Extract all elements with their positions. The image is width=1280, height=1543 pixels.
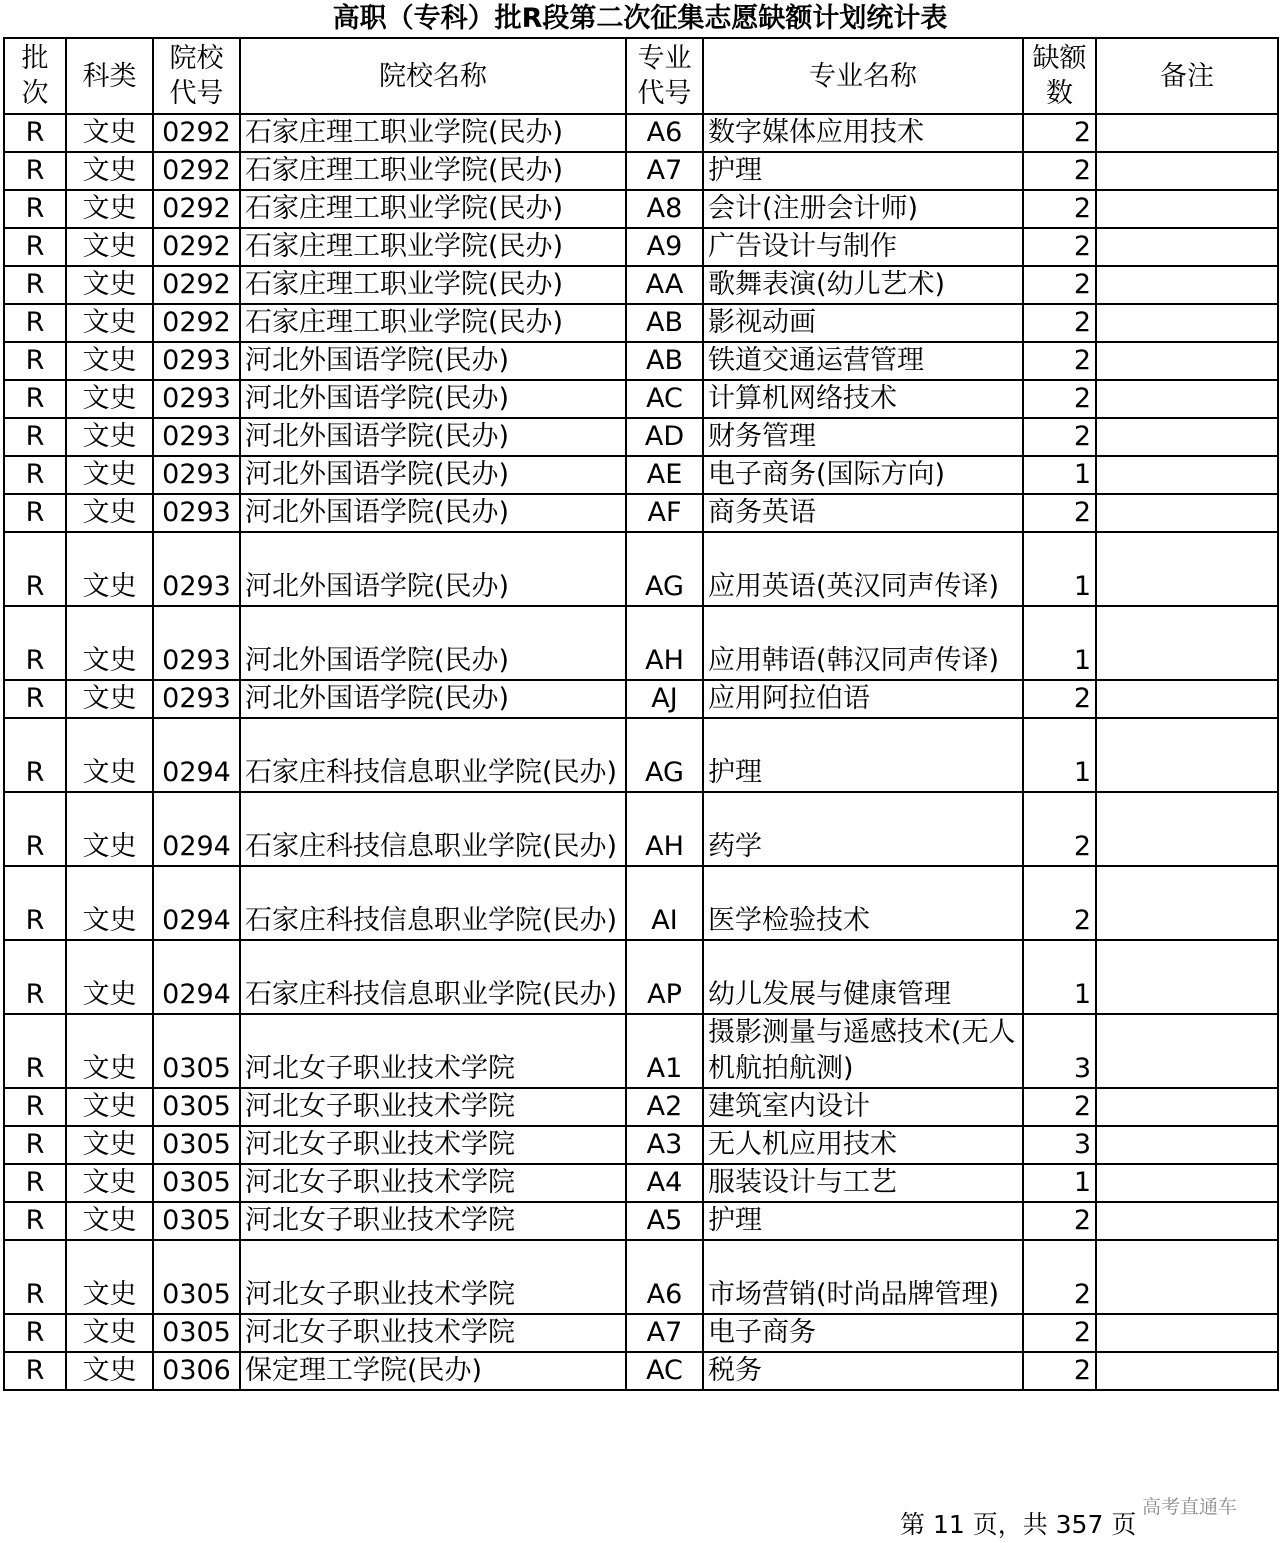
cell-school-name: 河北外国语学院(民办) bbox=[240, 680, 626, 718]
cell-count: 2 bbox=[1023, 866, 1096, 940]
cell-major-name: 护理 bbox=[703, 718, 1023, 792]
table-row bbox=[4, 266, 1278, 304]
cell-school-code: 0292 bbox=[153, 304, 240, 342]
cell-major-name: 摄影测量与遥感技术(无人机航拍航测) bbox=[703, 1014, 1023, 1088]
header-school-code: 院校代号 bbox=[153, 38, 240, 114]
cell-type: 文史 bbox=[66, 342, 153, 380]
cell-school-code: 0305 bbox=[153, 1164, 240, 1202]
cell-school-code: 0305 bbox=[153, 1240, 240, 1314]
cell-major-name: 无人机应用技术 bbox=[703, 1126, 1023, 1164]
cell-count: 2 bbox=[1023, 1314, 1096, 1352]
cell-school-code: 0293 bbox=[153, 606, 240, 680]
table-row bbox=[4, 1164, 1278, 1202]
cell-major-name: 计算机网络技术 bbox=[703, 380, 1023, 418]
cell-batch: R bbox=[4, 418, 66, 456]
cell-note bbox=[1096, 380, 1278, 418]
cell-school-name: 石家庄科技信息职业学院(民办) bbox=[240, 866, 626, 940]
cell-note bbox=[1096, 266, 1278, 304]
cell-type: 文史 bbox=[66, 494, 153, 532]
header-major-code: 专业代号 bbox=[626, 38, 703, 114]
cell-major-name: 广告设计与制作 bbox=[703, 228, 1023, 266]
table-row bbox=[4, 304, 1278, 342]
cell-major-code: A4 bbox=[626, 1164, 703, 1202]
table-row bbox=[4, 1088, 1278, 1126]
cell-batch: R bbox=[4, 114, 66, 152]
table-row bbox=[4, 792, 1278, 866]
cell-type: 文史 bbox=[66, 418, 153, 456]
cell-school-name: 河北女子职业技术学院 bbox=[240, 1240, 626, 1314]
cell-count: 2 bbox=[1023, 304, 1096, 342]
cell-note bbox=[1096, 152, 1278, 190]
cell-note bbox=[1096, 456, 1278, 494]
cell-count: 2 bbox=[1023, 342, 1096, 380]
header-note: 备注 bbox=[1096, 38, 1278, 114]
table-row bbox=[4, 1314, 1278, 1352]
table-row bbox=[4, 1014, 1278, 1088]
cell-school-name: 石家庄理工职业学院(民办) bbox=[240, 114, 626, 152]
cell-school-name: 河北女子职业技术学院 bbox=[240, 1164, 626, 1202]
cell-batch: R bbox=[4, 940, 66, 1014]
cell-major-code: AH bbox=[626, 792, 703, 866]
cell-school-code: 0293 bbox=[153, 494, 240, 532]
cell-type: 文史 bbox=[66, 1352, 153, 1390]
plan-table bbox=[3, 37, 1279, 1391]
cell-count: 2 bbox=[1023, 494, 1096, 532]
cell-type: 文史 bbox=[66, 866, 153, 940]
cell-school-code: 0293 bbox=[153, 418, 240, 456]
cell-school-name: 河北女子职业技术学院 bbox=[240, 1088, 626, 1126]
cell-major-code: AE bbox=[626, 456, 703, 494]
cell-count: 3 bbox=[1023, 1014, 1096, 1088]
cell-major-code: A6 bbox=[626, 1240, 703, 1314]
cell-batch: R bbox=[4, 1314, 66, 1352]
cell-note bbox=[1096, 1202, 1278, 1240]
cell-type: 文史 bbox=[66, 1164, 153, 1202]
table-row bbox=[4, 606, 1278, 680]
cell-note bbox=[1096, 1088, 1278, 1126]
cell-school-code: 0306 bbox=[153, 1352, 240, 1390]
cell-major-code: AG bbox=[626, 532, 703, 606]
cell-major-code: AB bbox=[626, 304, 703, 342]
cell-count: 2 bbox=[1023, 380, 1096, 418]
cell-school-code: 0292 bbox=[153, 152, 240, 190]
cell-note bbox=[1096, 606, 1278, 680]
cell-major-name: 会计(注册会计师) bbox=[703, 190, 1023, 228]
table-row bbox=[4, 190, 1278, 228]
cell-school-code: 0293 bbox=[153, 456, 240, 494]
table-row bbox=[4, 418, 1278, 456]
cell-major-name: 应用韩语(韩汉同声传译) bbox=[703, 606, 1023, 680]
cell-note bbox=[1096, 532, 1278, 606]
cell-note bbox=[1096, 1014, 1278, 1088]
cell-type: 文史 bbox=[66, 532, 153, 606]
cell-major-code: A7 bbox=[626, 1314, 703, 1352]
cell-school-name: 河北女子职业技术学院 bbox=[240, 1126, 626, 1164]
table-row bbox=[4, 494, 1278, 532]
table-row bbox=[4, 1352, 1278, 1390]
cell-note bbox=[1096, 1240, 1278, 1314]
cell-count: 2 bbox=[1023, 266, 1096, 304]
header-major-name: 专业名称 bbox=[703, 38, 1023, 114]
cell-type: 文史 bbox=[66, 1014, 153, 1088]
table-row bbox=[4, 1202, 1278, 1240]
table-title: 高职（专科）批R段第二次征集志愿缺额计划统计表 bbox=[332, 3, 948, 34]
cell-major-code: A5 bbox=[626, 1202, 703, 1240]
cell-school-name: 石家庄理工职业学院(民办) bbox=[240, 266, 626, 304]
cell-count: 1 bbox=[1023, 532, 1096, 606]
cell-major-name: 数字媒体应用技术 bbox=[703, 114, 1023, 152]
cell-school-name: 河北外国语学院(民办) bbox=[240, 418, 626, 456]
cell-batch: R bbox=[4, 718, 66, 792]
cell-count: 1 bbox=[1023, 718, 1096, 792]
cell-batch: R bbox=[4, 1202, 66, 1240]
cell-major-name: 市场营销(时尚品牌管理) bbox=[703, 1240, 1023, 1314]
cell-major-name: 电子商务(国际方向) bbox=[703, 456, 1023, 494]
cell-note bbox=[1096, 190, 1278, 228]
cell-batch: R bbox=[4, 266, 66, 304]
cell-major-code: A2 bbox=[626, 1088, 703, 1126]
table-row bbox=[4, 342, 1278, 380]
cell-major-code: AB bbox=[626, 342, 703, 380]
cell-note bbox=[1096, 228, 1278, 266]
cell-count: 2 bbox=[1023, 1352, 1096, 1390]
cell-note bbox=[1096, 940, 1278, 1014]
cell-school-name: 河北外国语学院(民办) bbox=[240, 606, 626, 680]
cell-major-name: 电子商务 bbox=[703, 1314, 1023, 1352]
cell-type: 文史 bbox=[66, 1240, 153, 1314]
cell-major-code: AH bbox=[626, 606, 703, 680]
cell-count: 2 bbox=[1023, 228, 1096, 266]
cell-type: 文史 bbox=[66, 190, 153, 228]
cell-note bbox=[1096, 494, 1278, 532]
cell-note bbox=[1096, 1164, 1278, 1202]
cell-school-code: 0293 bbox=[153, 342, 240, 380]
table-row bbox=[4, 1126, 1278, 1164]
cell-note bbox=[1096, 1126, 1278, 1164]
cell-count: 2 bbox=[1023, 152, 1096, 190]
cell-type: 文史 bbox=[66, 1202, 153, 1240]
cell-batch: R bbox=[4, 1352, 66, 1390]
cell-major-code: AA bbox=[626, 266, 703, 304]
cell-school-name: 石家庄科技信息职业学院(民办) bbox=[240, 940, 626, 1014]
cell-batch: R bbox=[4, 532, 66, 606]
cell-school-name: 石家庄理工职业学院(民办) bbox=[240, 304, 626, 342]
cell-count: 3 bbox=[1023, 1126, 1096, 1164]
cell-note bbox=[1096, 1352, 1278, 1390]
header-row bbox=[4, 38, 1278, 114]
cell-type: 文史 bbox=[66, 266, 153, 304]
cell-major-name: 药学 bbox=[703, 792, 1023, 866]
cell-note bbox=[1096, 718, 1278, 792]
cell-major-name: 歌舞表演(幼儿艺术) bbox=[703, 266, 1023, 304]
cell-major-name: 税务 bbox=[703, 1352, 1023, 1390]
cell-type: 文史 bbox=[66, 152, 153, 190]
cell-count: 2 bbox=[1023, 114, 1096, 152]
cell-type: 文史 bbox=[66, 680, 153, 718]
cell-major-name: 幼儿发展与健康管理 bbox=[703, 940, 1023, 1014]
cell-school-name: 河北女子职业技术学院 bbox=[240, 1202, 626, 1240]
cell-school-code: 0294 bbox=[153, 718, 240, 792]
cell-school-name: 河北女子职业技术学院 bbox=[240, 1014, 626, 1088]
cell-major-name: 影视动画 bbox=[703, 304, 1023, 342]
cell-school-code: 0305 bbox=[153, 1014, 240, 1088]
cell-note bbox=[1096, 114, 1278, 152]
cell-type: 文史 bbox=[66, 1088, 153, 1126]
cell-type: 文史 bbox=[66, 380, 153, 418]
table-row bbox=[4, 1240, 1278, 1314]
cell-school-name: 河北外国语学院(民办) bbox=[240, 532, 626, 606]
cell-batch: R bbox=[4, 228, 66, 266]
cell-note bbox=[1096, 342, 1278, 380]
cell-major-code: A7 bbox=[626, 152, 703, 190]
cell-school-code: 0292 bbox=[153, 266, 240, 304]
cell-major-code: AC bbox=[626, 380, 703, 418]
cell-school-code: 0294 bbox=[153, 940, 240, 1014]
cell-major-code: AJ bbox=[626, 680, 703, 718]
cell-note bbox=[1096, 418, 1278, 456]
cell-school-code: 0294 bbox=[153, 792, 240, 866]
table-body bbox=[4, 114, 1278, 1390]
cell-count: 1 bbox=[1023, 940, 1096, 1014]
table-row bbox=[4, 866, 1278, 940]
cell-major-code: A3 bbox=[626, 1126, 703, 1164]
cell-batch: R bbox=[4, 1014, 66, 1088]
watermark: 高考直通车 bbox=[1142, 1496, 1238, 1518]
cell-type: 文史 bbox=[66, 114, 153, 152]
cell-batch: R bbox=[4, 1164, 66, 1202]
cell-school-code: 0293 bbox=[153, 680, 240, 718]
cell-major-name: 服装设计与工艺 bbox=[703, 1164, 1023, 1202]
cell-school-name: 石家庄科技信息职业学院(民办) bbox=[240, 718, 626, 792]
cell-type: 文史 bbox=[66, 606, 153, 680]
cell-count: 2 bbox=[1023, 680, 1096, 718]
cell-batch: R bbox=[4, 380, 66, 418]
cell-major-code: AI bbox=[626, 866, 703, 940]
cell-major-code: AC bbox=[626, 1352, 703, 1390]
cell-note bbox=[1096, 866, 1278, 940]
cell-school-name: 河北女子职业技术学院 bbox=[240, 1314, 626, 1352]
cell-major-code: AF bbox=[626, 494, 703, 532]
header-type: 科类 bbox=[66, 38, 153, 114]
table-row bbox=[4, 228, 1278, 266]
cell-count: 2 bbox=[1023, 1240, 1096, 1314]
cell-count: 2 bbox=[1023, 792, 1096, 866]
cell-type: 文史 bbox=[66, 304, 153, 342]
cell-type: 文史 bbox=[66, 940, 153, 1014]
table-row bbox=[4, 114, 1278, 152]
table-row bbox=[4, 718, 1278, 792]
cell-school-code: 0305 bbox=[153, 1088, 240, 1126]
cell-batch: R bbox=[4, 456, 66, 494]
cell-school-code: 0305 bbox=[153, 1314, 240, 1352]
cell-batch: R bbox=[4, 866, 66, 940]
cell-count: 1 bbox=[1023, 606, 1096, 680]
cell-count: 2 bbox=[1023, 418, 1096, 456]
cell-major-name: 应用阿拉伯语 bbox=[703, 680, 1023, 718]
cell-batch: R bbox=[4, 494, 66, 532]
cell-batch: R bbox=[4, 1240, 66, 1314]
cell-batch: R bbox=[4, 342, 66, 380]
cell-batch: R bbox=[4, 1126, 66, 1164]
header-school-name: 院校名称 bbox=[240, 38, 626, 114]
cell-count: 1 bbox=[1023, 456, 1096, 494]
cell-major-code: A9 bbox=[626, 228, 703, 266]
cell-batch: R bbox=[4, 1088, 66, 1126]
cell-count: 2 bbox=[1023, 190, 1096, 228]
cell-note bbox=[1096, 680, 1278, 718]
cell-school-name: 河北外国语学院(民办) bbox=[240, 380, 626, 418]
cell-school-code: 0294 bbox=[153, 866, 240, 940]
cell-major-name: 应用英语(英汉同声传译) bbox=[703, 532, 1023, 606]
cell-major-name: 财务管理 bbox=[703, 418, 1023, 456]
header-batch: 批次 bbox=[4, 38, 66, 114]
cell-batch: R bbox=[4, 680, 66, 718]
cell-type: 文史 bbox=[66, 1314, 153, 1352]
cell-major-name: 铁道交通运营管理 bbox=[703, 342, 1023, 380]
cell-note bbox=[1096, 792, 1278, 866]
cell-school-code: 0292 bbox=[153, 190, 240, 228]
cell-school-code: 0293 bbox=[153, 380, 240, 418]
cell-school-code: 0292 bbox=[153, 114, 240, 152]
cell-type: 文史 bbox=[66, 792, 153, 866]
page-footer: 第 11 页，共 357 页 bbox=[900, 1510, 1137, 1539]
cell-batch: R bbox=[4, 190, 66, 228]
cell-school-name: 河北外国语学院(民办) bbox=[240, 342, 626, 380]
cell-type: 文史 bbox=[66, 718, 153, 792]
cell-note bbox=[1096, 1314, 1278, 1352]
cell-school-name: 河北外国语学院(民办) bbox=[240, 494, 626, 532]
cell-school-name: 石家庄理工职业学院(民办) bbox=[240, 190, 626, 228]
cell-count: 2 bbox=[1023, 1088, 1096, 1126]
cell-major-name: 建筑室内设计 bbox=[703, 1088, 1023, 1126]
table-row bbox=[4, 532, 1278, 606]
cell-school-code: 0305 bbox=[153, 1126, 240, 1164]
table-row bbox=[4, 456, 1278, 494]
cell-major-code: AG bbox=[626, 718, 703, 792]
cell-batch: R bbox=[4, 606, 66, 680]
table-row bbox=[4, 940, 1278, 1014]
cell-major-name: 商务英语 bbox=[703, 494, 1023, 532]
cell-school-name: 河北外国语学院(民办) bbox=[240, 456, 626, 494]
cell-type: 文史 bbox=[66, 228, 153, 266]
cell-major-name: 医学检验技术 bbox=[703, 866, 1023, 940]
cell-major-code: AP bbox=[626, 940, 703, 1014]
cell-note bbox=[1096, 304, 1278, 342]
cell-school-code: 0293 bbox=[153, 532, 240, 606]
table-row bbox=[4, 380, 1278, 418]
cell-major-code: A6 bbox=[626, 114, 703, 152]
cell-type: 文史 bbox=[66, 456, 153, 494]
cell-major-name: 护理 bbox=[703, 1202, 1023, 1240]
cell-school-code: 0292 bbox=[153, 228, 240, 266]
cell-count: 2 bbox=[1023, 1202, 1096, 1240]
cell-major-name: 护理 bbox=[703, 152, 1023, 190]
cell-school-name: 石家庄科技信息职业学院(民办) bbox=[240, 792, 626, 866]
cell-school-name: 石家庄理工职业学院(民办) bbox=[240, 228, 626, 266]
cell-batch: R bbox=[4, 792, 66, 866]
cell-type: 文史 bbox=[66, 1126, 153, 1164]
cell-major-code: A8 bbox=[626, 190, 703, 228]
header-count: 缺额数 bbox=[1023, 38, 1096, 114]
cell-school-name: 石家庄理工职业学院(民办) bbox=[240, 152, 626, 190]
cell-major-code: AD bbox=[626, 418, 703, 456]
table-row bbox=[4, 680, 1278, 718]
cell-count: 1 bbox=[1023, 1164, 1096, 1202]
cell-batch: R bbox=[4, 304, 66, 342]
table-row bbox=[4, 152, 1278, 190]
cell-school-name: 保定理工学院(民办) bbox=[240, 1352, 626, 1390]
cell-major-code: A1 bbox=[626, 1014, 703, 1088]
cell-school-code: 0305 bbox=[153, 1202, 240, 1240]
cell-batch: R bbox=[4, 152, 66, 190]
